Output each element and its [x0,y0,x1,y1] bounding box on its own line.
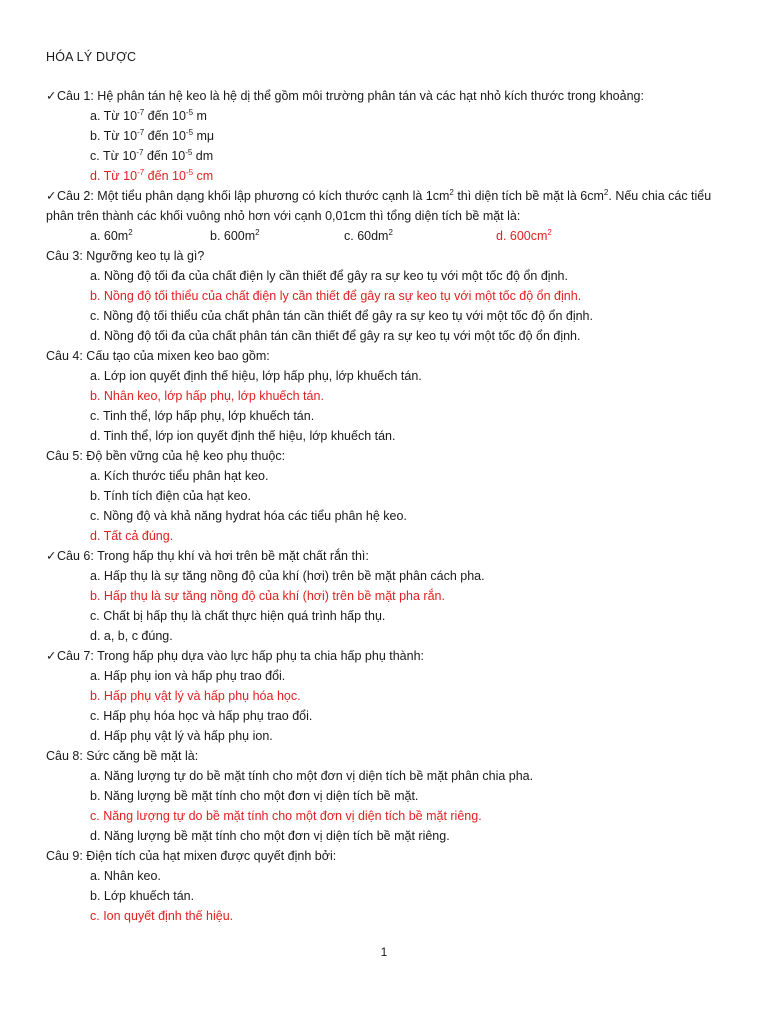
question-text: Câu 8: Sức căng bề mặt là: [46,749,199,763]
answer-option: a. Lớp ion quyết định thế hiệu, lớp hấp phụ, lớp khuếch tán. [90,369,422,383]
answer-option: b. Năng lượng bề mặt tính cho một đơn vị diện tích bề mặt. [90,789,419,803]
inline-options-row [46,226,726,246]
answer-option: c. Nồng độ và khả năng hydrat hóa các tiểu phân hệ keo. [90,509,407,523]
question-text: Câu 9: Điện tích của hạt mixen được quyết định bởi: [46,849,337,863]
answer-option: d. Hấp phụ vật lý và hấp phụ ion. [90,729,273,743]
answer-option: d. a, b, c đúng. [90,629,173,643]
checkmark-icon: ✓ [46,89,57,103]
question-2 [46,186,726,226]
answer-option: d. Nồng độ tối đa của chất phân tán cần thiết để gây ra sự keo tụ với một tốc độ ổn định. [90,329,581,343]
answer-option: c. Ion quyết định thế hiệu. [90,909,234,923]
question-5 [46,446,726,466]
question-9 [46,846,726,866]
answer-option: a. Từ $10^{-7}$ đến $10^{-5}$ m [90,107,207,123]
answer-option: d. Năng lượng bề mặt tính cho một đơn vị diện tích bề mặt riêng. [90,829,450,843]
question-text: Câu 2: Một tiểu phân dạng khối lập phương có kích thước cạnh là $1cm^2$ thì diện tích bề mặt là $6cm^2$. Nếu chia các tiểu phân trên thành các khối vuông nhỏ hơn với cạnh 0,01cm thì tổng diện tích bề mặt là: [46,187,712,223]
question-4 [46,346,726,366]
question-text: Câu 7: Trong hấp phụ dựa vào lực hấp phụ ta chia hấp phụ thành: [57,649,425,663]
answer-option: a. Kích thước tiểu phân hạt keo. [90,469,269,483]
answer-option: b. Nồng độ tối thiểu của chất điện ly cần thiết để gây ra sự keo tụ với một tốc độ ổn định. [90,289,582,303]
answer-option: a. Hấp phụ ion và hấp phụ trao đổi. [90,669,286,683]
answer-option: c. $60dm^2$ [344,227,393,243]
page-title: HÓA LÝ DƯỢC [46,50,137,64]
question-text: Câu 4: Cấu tạo của mixen keo bao gồm: [46,349,270,363]
answer-option: b. Nhân keo, lớp hấp phụ, lớp khuếch tán. [90,389,324,403]
answer-option: d. $600cm^2$ [496,227,552,243]
answer-option: b. Lớp khuếch tán. [90,889,195,903]
answer-option: d. Từ $10^{-7}$ đến $10^{-5}$ cm [90,167,214,183]
answer-option: a. Năng lượng tự do bề mặt tính cho một đơn vị diện tích bề mặt phân chia pha. [90,769,534,783]
answer-option: b. Hấp phụ vật lý và hấp phụ hóa học. [90,689,301,703]
answer-option: a. Nhân keo. [90,869,161,883]
answer-option: c. Chất bị hấp thụ là chất thực hiện quá trình hấp thụ. [90,609,386,623]
answer-option: c. Tinh thể, lớp hấp phụ, lớp khuếch tán. [90,409,315,423]
checkmark-icon: ✓ [46,189,57,203]
question-8 [46,746,726,766]
checkmark-icon: ✓ [46,649,57,663]
answer-option: b. Từ $10^{-7}$ đến $10^{-5}$ mμ [90,127,215,143]
answer-option: c. Hấp phụ hóa học và hấp phụ trao đổi. [90,709,313,723]
answer-option: d. Tinh thể, lớp ion quyết định thế hiệu, lớp khuếch tán. [90,429,396,443]
question-text: Câu 5: Độ bền vững của hệ keo phụ thuộc: [46,449,286,463]
question-text: Câu 6: Trong hấp thụ khí và hơi trên bề mặt chất rắn thì: [57,549,369,563]
question-3 [46,246,726,266]
answer-option: d. Tất cả đúng. [90,529,174,543]
answer-option: b. Hấp thụ là sự tăng nồng độ của khí (hơi) trên bề mặt pha rắn. [90,589,445,603]
answer-option: c. Nồng độ tối thiểu của chất phân tán cần thiết để gây ra sự keo tụ với một tốc độ ổn định. [90,309,593,323]
page-number: 1 [380,945,388,959]
question-7 [46,646,726,666]
answer-option: b. Tính tích điện của hạt keo. [90,489,251,503]
answer-option: a. $60m^2$ [90,227,133,243]
answer-option: b. $600m^2$ [210,227,260,243]
question-list [46,86,726,926]
question-text: Câu 3: Ngưỡng keo tụ là gì? [46,249,205,263]
checkmark-icon: ✓ [46,549,57,563]
question-1 [46,86,726,106]
answer-option: c. Từ $10^{-7}$ đến $10^{-5}$ dm [90,147,214,163]
answer-option: a. Nồng độ tối đa của chất điện ly cần thiết để gây ra sự keo tụ với một tốc độ ổn định. [90,269,568,283]
answer-option: a. Hấp thụ là sự tăng nồng độ của khí (hơi) trên bề mặt phân cách pha. [90,569,485,583]
question-6 [46,546,726,566]
question-text: Câu 1: Hệ phân tán hệ keo là hệ dị thể gồm môi trường phân tán và các hạt nhỏ kích thước trong khoảng: [57,89,644,103]
answer-option: c. Năng lượng tự do bề mặt tính cho một đơn vị diện tích bề mặt riêng. [90,809,482,823]
